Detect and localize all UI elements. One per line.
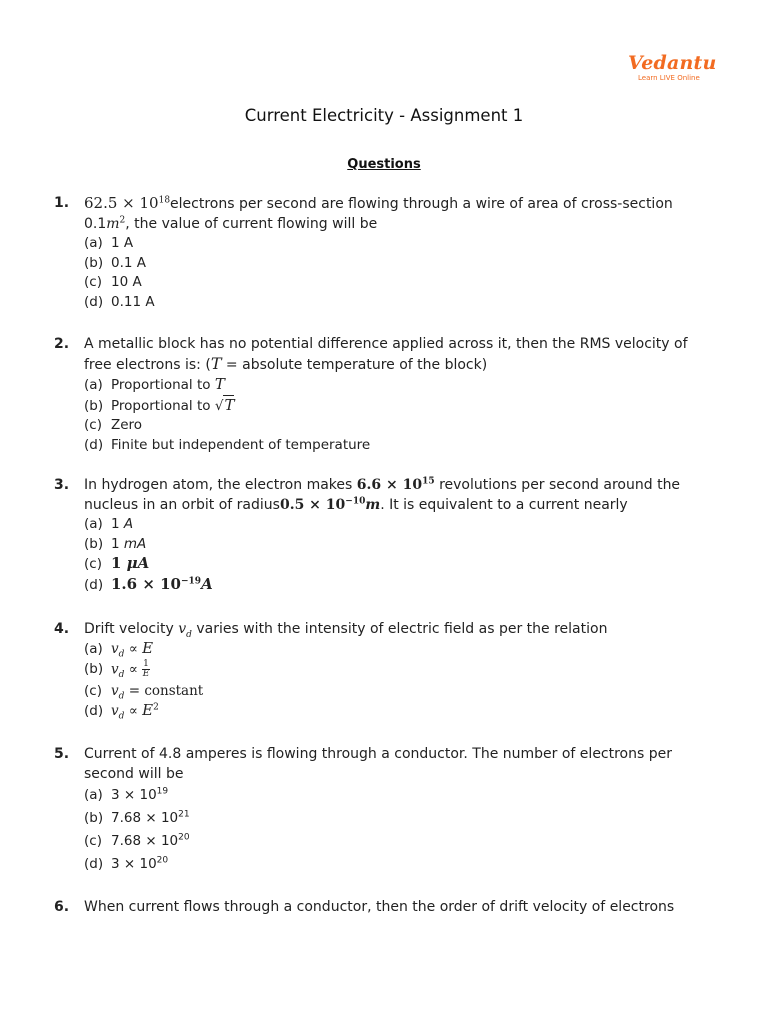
question-4: [54, 619, 704, 722]
question-6: [54, 897, 704, 921]
option-a[interactable]: (a) 1 A: [84, 516, 134, 532]
option-b[interactable]: (b) 0.1 A: [84, 254, 146, 271]
option-c[interactable]: (c) 10 A: [84, 274, 142, 290]
question-stem: $62.5 \times 10^{18}electrons$ per second are flowing through a wire of area of cross-section: [84, 194, 673, 212]
question-number: 5.: [54, 746, 70, 762]
vedantu-logo: [628, 52, 717, 82]
option-a[interactable]: (a) 1 A: [84, 235, 134, 251]
question-5: 5. Current of 4.8 amperes is flowing through a conductor. The number of electrons per second will be (a) $3 \times 10^{19}$ (b) $7.68 \times 10^{21}$ (c) $7.68 \times 10^{20}$ (d) $3 \times 10^{20}$: [54, 744, 704, 876]
logo-tagline: Learn LIVE Online: [638, 74, 700, 82]
question-number: 2.: [54, 336, 70, 352]
section-heading: Questions: [347, 157, 421, 172]
option-d[interactable]: (d) $v_d \propto E^2$: [84, 701, 159, 722]
option-a[interactable]: (a) $v_d \propto E$: [84, 639, 154, 660]
option-b[interactable]: (b) $v_d$ ∝ $\frac{1}{E}$: [84, 658, 150, 680]
option-a[interactable]: (a) $3 \times 10^{19}$: [84, 786, 169, 803]
option-b[interactable]: (b) $7.68 \times 10^{21}$: [84, 809, 190, 826]
question-2: 2. A metallic block has no potential difference applied across it, then the RMS velocity of free electrons is: (T = absolute temperature of the block) (a) Proportional to T (b) Proportional to √T (c) Zero (d) Finite but independent of temperature: [54, 334, 704, 455]
question-stem: In hydrogen atom, the electron makes $6.6 \times 10^{15}$ revolutions per second around the: [84, 476, 681, 493]
question-stem: Current of 4.8 amperes is flowing through a conductor. The number of electrons per: [84, 746, 672, 762]
question-number: 6.: [54, 899, 70, 915]
option-d[interactable]: (d) 0.11 A: [84, 293, 155, 310]
question-stem: When current flows through a conductor, then the order of drift velocity of electrons: [84, 899, 675, 915]
question-number: 1.: [54, 195, 70, 211]
option-c[interactable]: (c) $v_d$ = constant: [84, 682, 204, 702]
question-number: 3.: [54, 477, 70, 493]
option-a[interactable]: (a) Proportional to T: [84, 375, 225, 393]
question-number: 4.: [54, 621, 70, 637]
option-c[interactable]: (c) Zero: [84, 417, 143, 433]
option-d[interactable]: (d) $1.6 \times 10^{-19}A$: [84, 574, 213, 593]
option-b[interactable]: (b) 1 mA: [84, 535, 147, 552]
option-c[interactable]: (c) 1 μA: [84, 554, 150, 572]
option-d[interactable]: (d) $3 \times 10^{20}$: [84, 855, 169, 872]
question-1: 1. $62.5 \times 10^{18}electrons$ per second are flowing through a wire of area of cross-section $0.1m^2$, the value of current flowing will be (a) 1 A (b) 0.1 A (c) 10 A (d) 0.11 A: [54, 193, 704, 312]
option-c[interactable]: (c) $7.68 \times 10^{20}$: [84, 832, 190, 849]
question-3: 3. In hydrogen atom, the electron makes $6.6 \times 10^{15}$ revolutions per second around the nucleus in an orbit of radius0.5 × $10^{-10}m$. It is equivalent to a current nearly (a) 1 A (b) 1 mA (c) 1 μA (d) $1.6 \times 10^{-19}A$: [54, 475, 704, 595]
option-b[interactable]: (b) Proportional to √T: [84, 395, 235, 414]
logo-wordmark: Vedantu: [628, 52, 717, 74]
document-title: Current Electricity - Assignment 1: [244, 106, 524, 125]
question-stem: A metallic block has no potential difference applied across it, then the RMS velocity of: [84, 336, 688, 352]
fraction: $\frac{1}{E}$: [142, 658, 150, 679]
option-d[interactable]: (d) Finite but independent of temperature: [84, 436, 371, 453]
square-root: √T: [214, 395, 235, 414]
question-stem: Drift velocity $v_d$ varies with the intensity of electric field as per the relation: [84, 621, 608, 640]
